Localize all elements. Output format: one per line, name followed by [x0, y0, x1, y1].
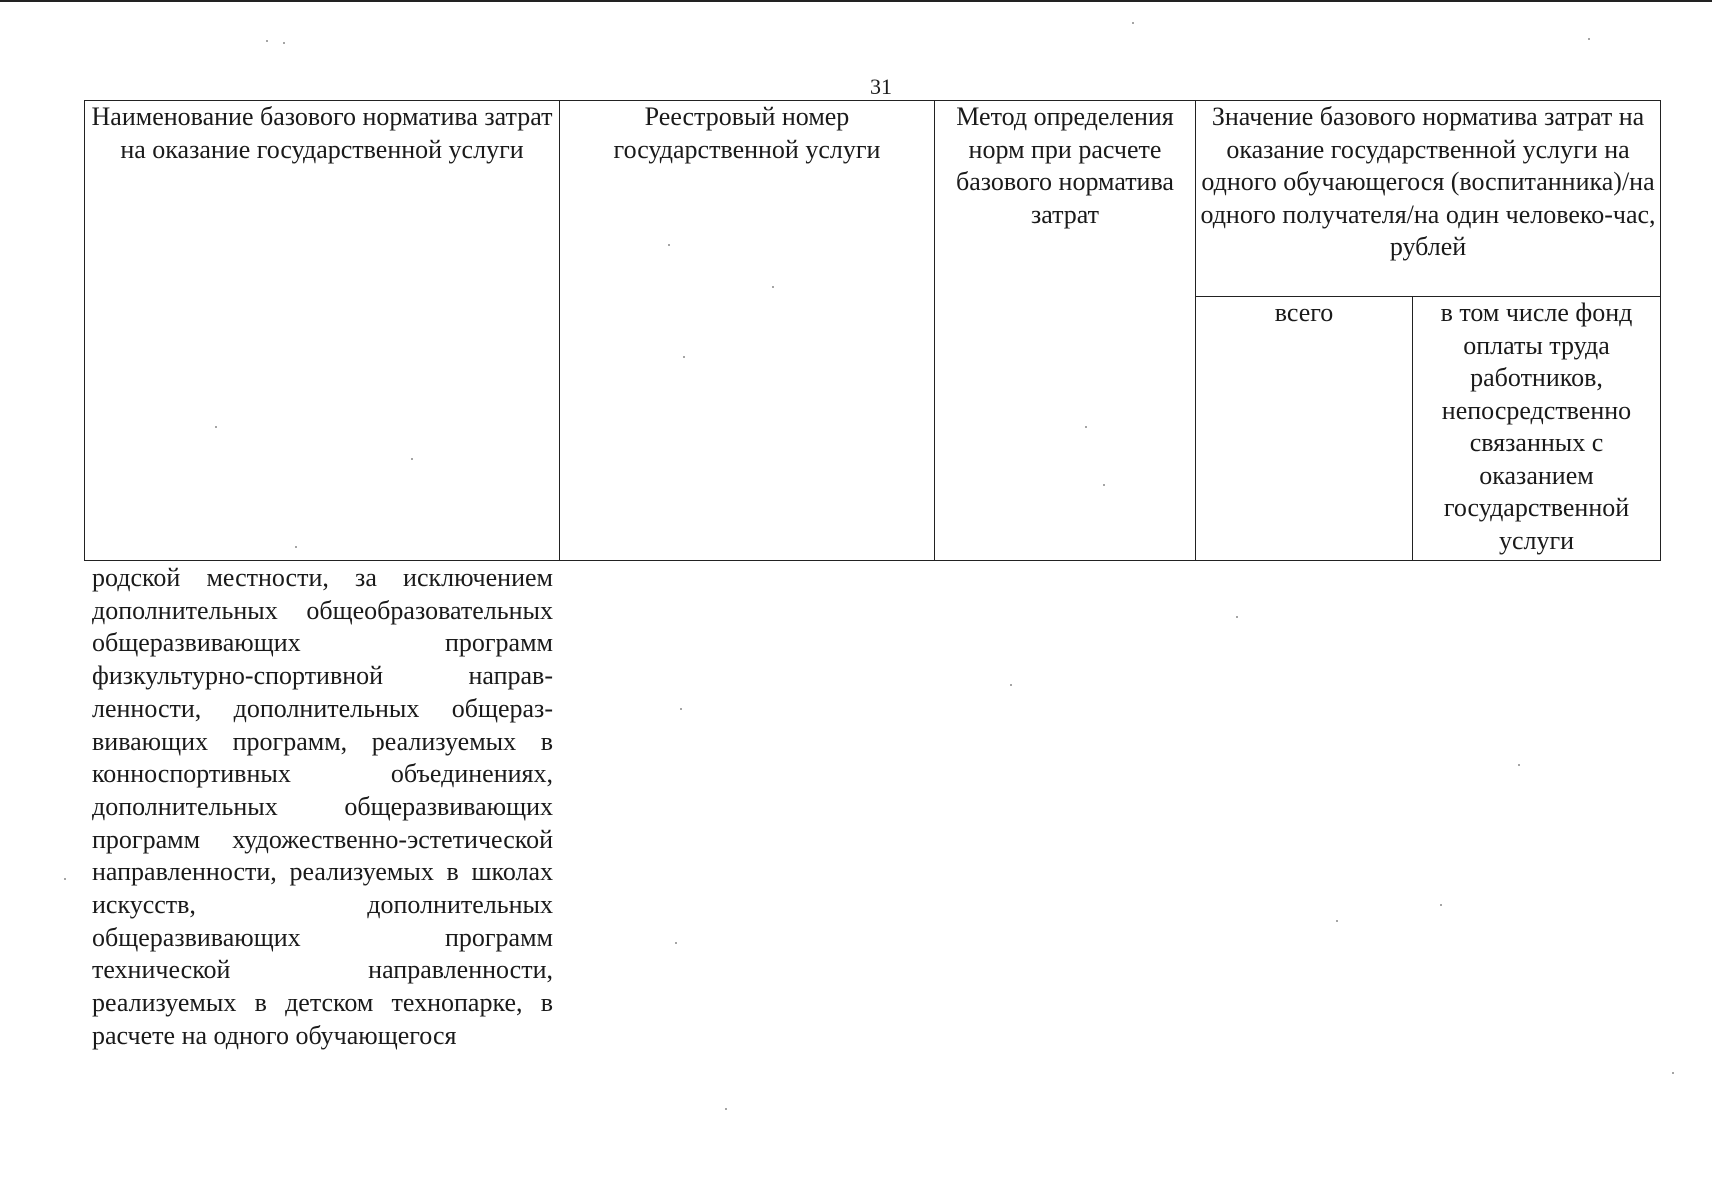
scan-speck	[683, 356, 685, 358]
scan-speck	[1085, 426, 1087, 428]
scan-speck	[680, 708, 682, 710]
scan-speck	[1672, 1072, 1674, 1074]
scan-speck	[283, 42, 285, 44]
scan-speck	[1336, 920, 1338, 922]
norm-cost-table	[84, 100, 1661, 561]
header-cell-method: Метод определения норм при расчете базового норматива затрат	[935, 101, 1196, 561]
scan-speck	[64, 878, 66, 880]
scan-speck	[1103, 484, 1105, 486]
subheader-cell-total: всего	[1196, 297, 1413, 561]
scan-speck	[215, 426, 217, 428]
top-border-line	[0, 0, 1712, 2]
scan-speck	[295, 546, 297, 548]
scan-speck	[675, 942, 677, 944]
header-cell-registry-number: Реестровый номер государственной услуги	[560, 101, 935, 561]
scan-speck	[1588, 38, 1590, 40]
scan-speck	[1440, 904, 1442, 906]
scan-speck	[1010, 684, 1012, 686]
scan-speck	[1236, 616, 1238, 618]
scan-speck	[266, 40, 268, 42]
scan-speck	[1518, 764, 1520, 766]
scan-speck	[668, 244, 670, 246]
page-number: 31	[870, 74, 892, 99]
scan-speck	[411, 458, 413, 460]
header-cell-service-name: Наименование базового норматива затрат на оказание государственной услуги	[85, 101, 560, 561]
subheader-cell-wage-fund: в том числе фонд оплаты труда работников, непосредственно связанных с оказанием государственной услуги	[1413, 297, 1661, 561]
scan-speck	[772, 286, 774, 288]
scan-speck	[725, 1108, 727, 1110]
scan-speck	[1132, 22, 1134, 24]
header-cell-norm-value: Значение базового норматива затрат на оказание государственной услуги на одного обучающегося (воспитанника)/на одного получателя/на один человеко-час, рублей	[1196, 101, 1661, 297]
table-header-row	[85, 101, 1661, 297]
service-description-text: родской местности, за исключением дополнительных общеобразовательных общеразвивающих программ физкультурно-спортивной направленности, дополнительных общеразвивающих программ, реализуемых в конноспортивных объединениях, дополнительных общеразвивающих программ художественно-эстетической направленности, реализуемых в школах искусств, дополнительных общеразвивающих программ технической направленности, реализуемых в детском технопарке, в расчете на одного обучающегося	[92, 563, 553, 1050]
